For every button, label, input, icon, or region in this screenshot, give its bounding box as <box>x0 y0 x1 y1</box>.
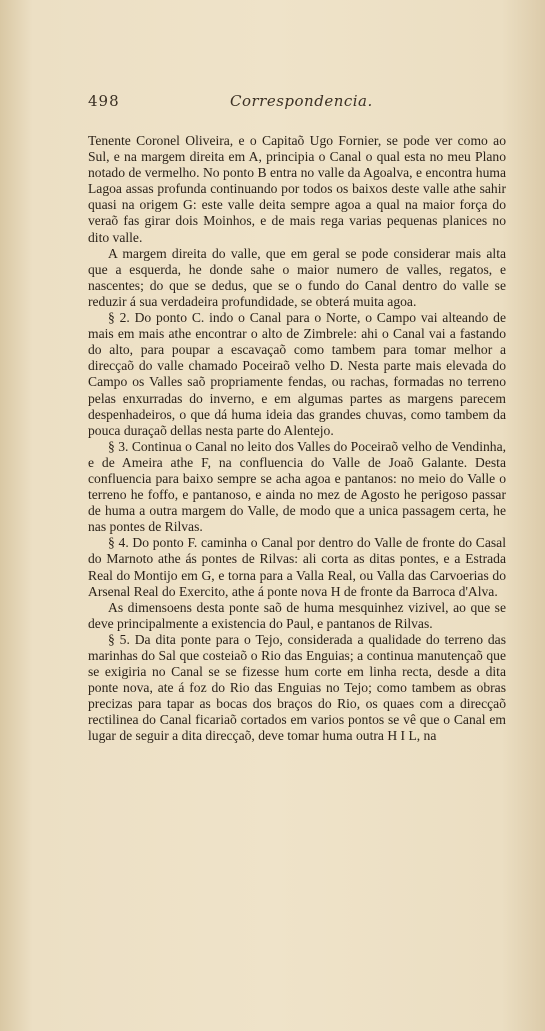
paragraph-section-3: § 3. Continua o Canal no leito dos Valles do Poceiraõ velho de Vendinha, e de Ameira athe F, na confluencia do Valle de Joaõ Galante. Desta confluencia para baixo sempre se acha agoa e pantanos: no meio do Valle o terreno he foffo, e pantanoso, e ainda no mez de Agosto he perigoso passar de huma a outra margem do Valle, de modo que a unica passagem certa, he nas pontes de Rilvas. <box>88 438 506 535</box>
paragraph-section-2: § 2. Do ponto C. indo o Canal para o Norte, o Campo vai alteando de mais em mais athe encontrar o alto de Zimbrele: ahi o Canal vai a fastando do alto, para poupar a escavaçaõ como tambem para tomar melhor a direcçaõ do valle chamado Poceiraõ velho D. Nesta parte mais elevada do Campo os Valles saõ propriamente fendas, ou rachas, formadas no terreno pelas enxurradas do inverno, e em algumas partes as margens parecem despenhadeiros, o que dá huma ideia das grandes chuvas, como tambem da pouca duraçaõ dellas nesta parte do Alentejo. <box>88 310 506 438</box>
body-text <box>88 133 506 745</box>
page-number: 498 <box>88 92 120 110</box>
page-header <box>88 92 505 114</box>
paragraph-section-5: § 5. Da dita ponte para o Tejo, considerada a qualidade do terreno das marinhas do Sal que costeiaõ o Rio das Enguias; a continua manutençaõ que se exigiria no Canal se se fizesse hum corte em linha recta, desde a dita ponte nova, ate á foz do Rio das Enguias no Tejo; como tambem as obras precizas para tapar as bocas dos braços do Rio, os quaes com a direcçaõ rectilinea do Canal ficariaõ cortados em varios pontos se vê que o Canal em lugar de seguir a dita direcçaõ, deve tomar huma outra H I L, na <box>88 631 506 744</box>
paragraph-continuation: Tenente Coronel Oliveira, e o Capitaõ Ugo Fornier, se pode ver como ao Sul, e na margem direita em A, principia o Canal o qual esta no meu Plano notado de vermelho. No ponto B entra no valle da Agoalva, e encontra huma Lagoa assas profunda continuando por todos os baixos deste valle athe sahir quasi na origem G: este valle deita sempre agoa a qual na maior força do veraõ fas girar dois Moinhos, e de mais rega varias pequenas planices no dito valle. <box>88 133 506 245</box>
running-head: Correspondencia. <box>230 92 373 110</box>
paragraph: As dimensoens desta ponte saõ de huma mesquinhez vizivel, ao que se deve principalmente a existencia do Paul, e pantanos de Rilvas. <box>88 599 506 631</box>
paragraph-section-4: § 4. Do ponto F. caminha o Canal por dentro do Valle de fronte do Casal do Marnoto athe ás pontes de Rilvas: ali corta as ditas pontes, e a Estrada Real do Montijo em G, e torna para a Valla Real, ou Valla das Carvoerias do Arsenal Real do Exercito, athe á ponte nova H de fronte da Barroca d'Alva. <box>88 535 506 599</box>
paragraph: A margem direita do valle, que em geral se pode considerar mais alta que a esquerda, he donde sahe o maior numero de valles, regatos, e nascentes; do que se dedus, que se o fundo do Canal dentro do valle se reduzir á sua verdadeira profundidade, se obterá muita agoa. <box>88 245 506 309</box>
